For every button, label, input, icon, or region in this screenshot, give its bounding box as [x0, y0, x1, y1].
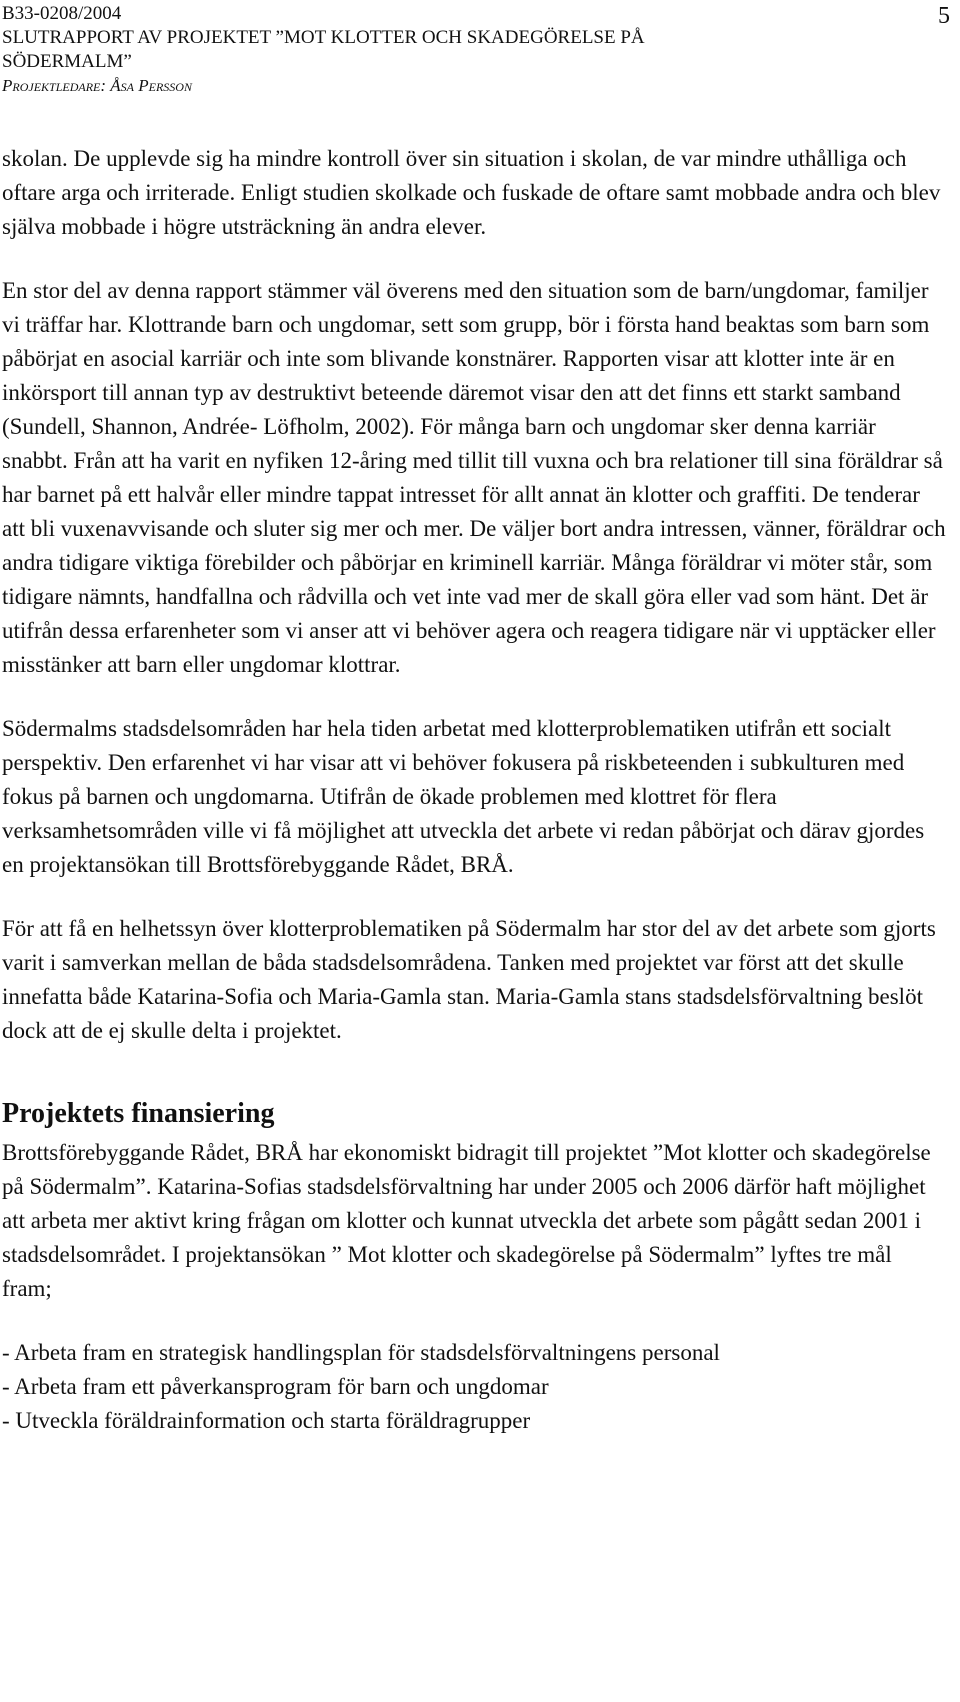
- report-title-line-2: SÖDERMALM”: [2, 51, 132, 72]
- paragraph: Södermalms stadsdelsområden har hela tiden arbetat med klotterproblematiken utifrån ett socialt perspektiv. Den erfarenhet vi har visar att vi behöver fokusera på riskbeteenden i subkulturen med fokus på barnen och ungdomarna. Utifrån de ökade problemen med klottret för flera verksamhetsområden ville vi få möjlighet att utveckla det arbete vi redan påbörjat och därav gjordes en projektansökan till Brottsförebyggande Rådet, BRÅ.: [2, 716, 925, 877]
- list-item: - Utveckla föräldrainformation och starta föräldragrupper: [2, 1408, 531, 1433]
- page-header: [2, 2, 902, 98]
- section-paragraph: Brottsförebyggande Rådet, BRÅ har ekonomiskt bidragit till projektet ”Mot klotter och skadegörelse på Södermalm”. Katarina-Sofias stadsdelsförvaltning har under 2005 och 2006 därför haft möjlighet att arbeta mer aktivt kring frågan om klotter och kunnat utveckla det arbete som pågått sedan 2001 i stadsdelsområdet. I projektansökan ” Mot klotter och skadegörelse på Södermalm” lyftes tre mål fram;: [2, 1140, 931, 1301]
- project-leader: Projektledare: Åsa Persson: [2, 76, 192, 95]
- goals-list: [2, 1336, 947, 1438]
- list-item: - Arbeta fram en strategisk handlingsplan för stadsdelsförvaltningens personal: [2, 1340, 720, 1365]
- section-heading: Projektets finansiering: [2, 1098, 275, 1129]
- document-id: B33-0208/2004: [2, 3, 122, 24]
- paragraph: En stor del av denna rapport stämmer väl överens med den situation som de barn/ungdomar, familjer vi träffar har. Klottrande barn och ungdomar, sett som grupp, bör i första hand beaktas som barn som påbörjat en asocial karriär och inte som blivande konstnärer. Rapporten visar att klotter inte är en inkörsport till annan typ av destruktivt beteende däremot visar den att det finns ett starkt samband (Sundell, Shannon, Andrée- Löfholm, 2002). För många barn och ungdomar sker denna karriär snabbt. Från att ha varit en nyfiken 12-åring med tillit till vuxna och bra relationer till sina föräldrar så har barnet på ett halvår eller mindre tappat intresset för allt annat än klotter och graffiti. De tenderar att bli vuxenavvisande och sluter sig mer och mer. De väljer bort andra intressen, vänner, föräldrar och andra tidigare viktiga förebilder och påbörjar en kriminell karriär. Många föräldrar vi möter står, som tidigare nämnts, handfallna och rådvilla och vet inte vad mer de skall göra eller vad som hänt. Det är utifrån dessa erfarenheter som vi anser att vi behöver agera och reagera tidigare när vi upptäcker eller misstänker att barn eller ungdomar klottrar.: [2, 278, 946, 677]
- report-title-line-1: SLUTRAPPORT AV PROJEKTET ”MOT KLOTTER OCH SKADEGÖRELSE PÅ: [2, 27, 645, 48]
- paragraph: För att få en helhetssyn över klotterproblematiken på Södermalm har stor del av det arbete som gjorts varit i samverkan mellan de båda stadsdelsområdena. Tanken med projektet var först att det skulle innefatta både Katarina-Sofia och Maria-Gamla stan. Maria-Gamla stans stadsdelsförvaltning beslöt dock att de ej skulle delta i projektet.: [2, 916, 936, 1043]
- document-body: [2, 142, 947, 1438]
- paragraph: skolan. De upplevde sig ha mindre kontroll över sin situation i skolan, de var mindre uthålliga och oftare arga och irriterade. Enligt studien skolkade och fuskade de oftare samt mobbade andra och blev själva mobbade i högre utsträckning än andra elever.: [2, 146, 941, 239]
- list-item: - Arbeta fram ett påverkansprogram för barn och ungdomar: [2, 1374, 549, 1399]
- page-number: 5: [938, 3, 950, 29]
